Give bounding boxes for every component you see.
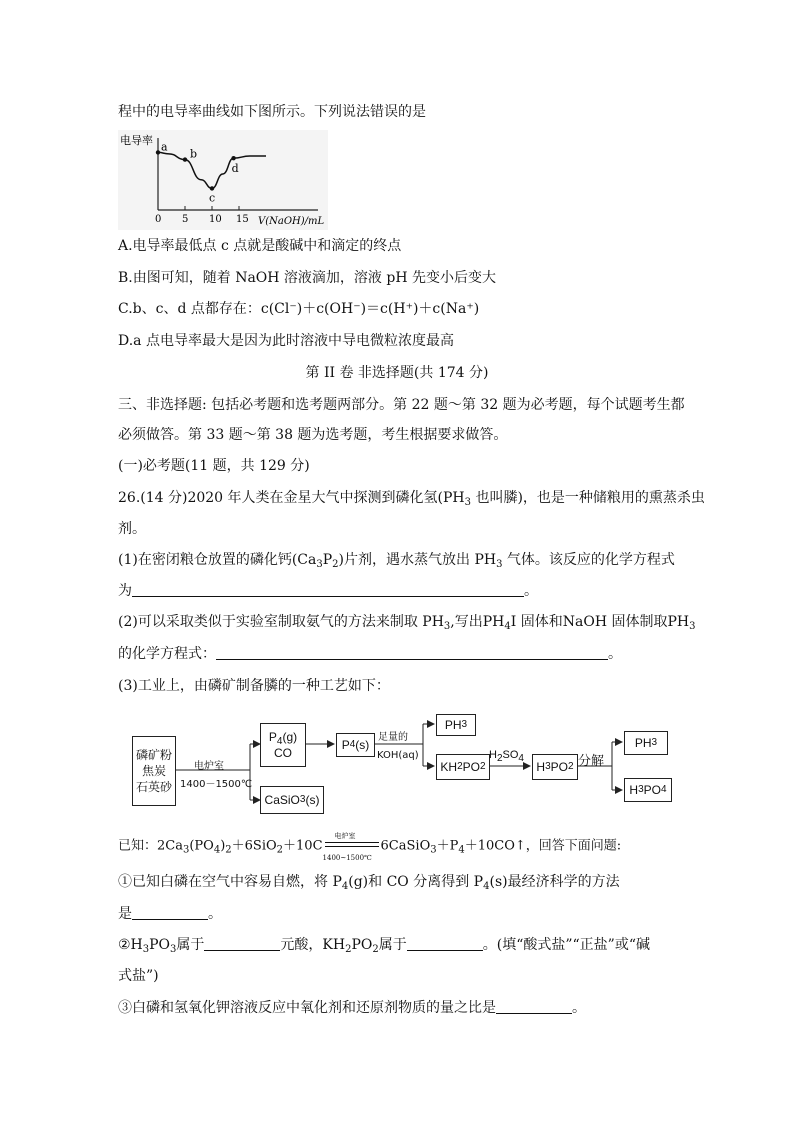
question-intro: 程中的电导率曲线如下图所示。下列说法错误的是 xyxy=(118,104,426,120)
section-title: 第 II 卷 非选择题(共 174 分) xyxy=(305,365,489,381)
raw-3: 石英砂 xyxy=(135,780,172,794)
p4-solid-box: P 4 (s) xyxy=(336,733,375,757)
option-c: C.b、c、d 点都存在：c(Cl⁻)＋c(OH⁻)＝c(H⁺)＋c(Na⁺) xyxy=(118,301,480,317)
chart-xlabel: V(NaOH)/mL xyxy=(258,216,325,227)
point-label-d: d xyxy=(231,162,239,176)
gas-line2: CO xyxy=(274,746,292,760)
required-heading: (一)必考题(11 题，共 129 分) xyxy=(118,458,310,474)
q26-head-1a: 26.(14 分)2020 年人类在金星大气中探测到磷化氢(PH xyxy=(118,490,465,506)
p2-b: 3 xyxy=(443,621,451,632)
p2-line2: 的化学方程式： xyxy=(118,646,216,662)
known-equation: 已知：$2Ca_3(PO_4)_2+6SiO_2+10C$ 电炉室 1400~1500℃ $6CaSiO_3+P_4+10CO↑$，回答下面问题: xyxy=(118,832,622,862)
q26-head-2: 剂。 xyxy=(118,521,146,537)
slag-box: CaSiO 3 (s) xyxy=(260,786,324,814)
point-label-a: a xyxy=(161,140,168,154)
h2so4-label: $H_2SO_4$ xyxy=(489,749,524,764)
p2-a: (2)可以采取类似于实验室制取氨气的方法来制取 PH xyxy=(118,614,444,630)
p1-end: 。 xyxy=(524,583,538,599)
x-tick-label: 0 xyxy=(155,214,162,225)
q26-part3: (3)工业上，由磷矿制备膦的一种工艺如下： xyxy=(118,678,390,694)
sub-question-1: ①已知白磷在空气中容易自燃，将 $P_4(g)$和 CO 分离得到 $P_4(s)$最经济科学的方法 xyxy=(118,874,620,892)
furnace-label: 电炉室 xyxy=(194,761,224,772)
sub-question-3: ③白磷和氢氧化钾溶液反应中氧化剂和还原剂物质的量之比是 。 xyxy=(118,1000,586,1016)
p1-d: 2 xyxy=(332,559,339,570)
q26-head-1c: 也叫膦)，也是一种储粮用的熏蒸杀虫 xyxy=(471,490,705,506)
option-a: A.电导率最低点 c 点就是酸碱中和滴定的终点 xyxy=(118,238,402,254)
p2-e: I 固体和NaOH 固体制取PH xyxy=(510,614,690,630)
excess-label: 足量的 xyxy=(378,732,408,743)
x-tick-label: 15 xyxy=(236,214,249,225)
p1-b: 3 xyxy=(316,559,323,570)
sub-question-2: $②H_3PO_3$属于 元酸，$KH_2PO_2$属于 。(填“酸式盐”“正盐”或“碱 xyxy=(118,937,650,955)
p1-a: (1)在密闭粮仓放置的磷化钙(Ca xyxy=(118,552,317,568)
p2-end: 。 xyxy=(608,646,622,662)
raw-materials-box xyxy=(132,736,176,806)
sub-question-2-cont: 式盐”) xyxy=(118,968,159,984)
p1-g: 气体。该反应的化学方程式 xyxy=(502,552,675,568)
answer-blank-3[interactable] xyxy=(132,905,208,920)
answer-blank-5[interactable] xyxy=(407,936,483,951)
kh2po2-box: KH 2 PO 2 xyxy=(436,754,490,780)
option-d: D.a 点电导率最大是因为此时溶液中导电微粒浓度最高 xyxy=(118,333,454,349)
ph3-box-1: PH 3 xyxy=(436,714,476,736)
p2-d: 4 xyxy=(504,621,511,632)
p2-f: 3 xyxy=(689,621,696,632)
section-intro-1: 三、非选择题: 包括必考题和选考题两部分。第 22 题～第 32 题为必考题，每个试题考生都 xyxy=(118,397,685,413)
point-label-b: b xyxy=(190,147,198,161)
answer-blank-4[interactable] xyxy=(204,936,280,951)
sub-question-1-answer: 是 。 xyxy=(118,906,222,922)
p1-e: )片剂，遇水蒸气放出 PH xyxy=(338,552,497,568)
x-tick-label: 5 xyxy=(182,214,189,225)
h3po2-box: H 3 PO 2 xyxy=(532,754,578,780)
p1-c: P xyxy=(322,552,333,568)
koh-label: KOH(aq) xyxy=(377,750,419,761)
p1-line2: 为 xyxy=(118,583,132,599)
reaction-condition: 电炉室 1400~1500℃ xyxy=(323,836,381,856)
gas-box xyxy=(260,723,306,767)
p2-c: ,写出PH xyxy=(450,614,505,630)
point-label-c: c xyxy=(209,191,216,205)
chart-ylabel: 电导率 xyxy=(120,134,153,147)
decompose-label: 分解 xyxy=(578,754,605,769)
x-tick-label: 10 xyxy=(209,214,222,225)
gas-line1: $P_4(g)$ xyxy=(268,730,298,747)
temp-label: 1400－1500℃ xyxy=(180,779,253,790)
q26-head-sub: 3 xyxy=(464,497,471,508)
section-intro-2: 必须做答。第 33 题～第 38 题为选考题，考生根据要求做答。 xyxy=(118,427,508,443)
h3po4-box: H 3 PO 4 xyxy=(624,778,672,802)
raw-2: 焦炭 xyxy=(141,764,166,778)
ph3-box-2: PH 3 xyxy=(624,731,668,755)
answer-blank-6[interactable] xyxy=(496,999,572,1014)
raw-1: 磷矿粉 xyxy=(135,748,172,762)
option-b: B.由图可知，随着 NaOH 溶液滴加，溶液 pH 先变小后变大 xyxy=(118,270,496,286)
p1-f: 3 xyxy=(496,559,503,570)
